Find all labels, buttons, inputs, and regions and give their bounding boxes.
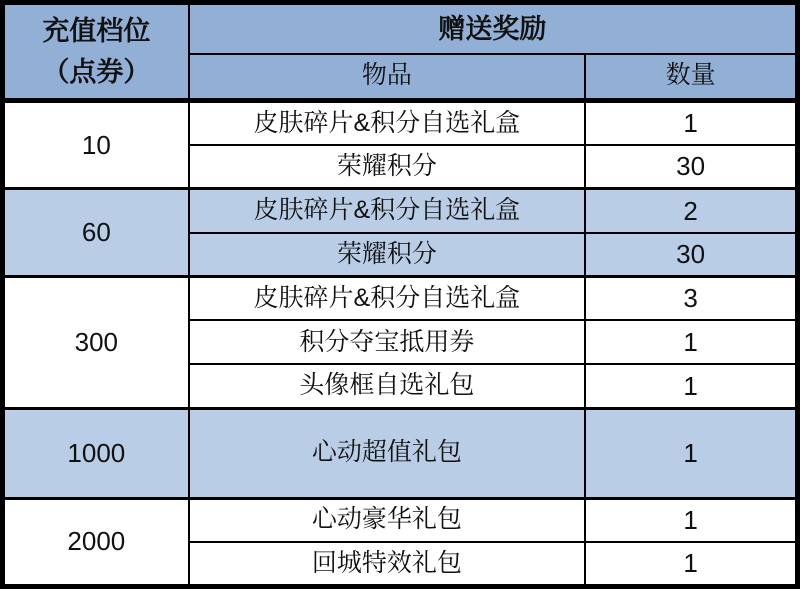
qty-cell: 1 [585, 498, 797, 542]
qty-cell: 30 [585, 145, 797, 189]
tier-cell: 2000 [3, 498, 189, 586]
item-cell: 回城特效礼包 [189, 542, 585, 587]
item-column-header: 物品 [189, 54, 585, 101]
qty-cell: 1 [585, 320, 797, 364]
tier-cell: 300 [3, 277, 189, 409]
qty-cell: 1 [585, 364, 797, 408]
table-row [3, 408, 798, 498]
rewards-column-header: 赠送奖励 [189, 3, 798, 54]
item-cell: 心动豪华礼包 [189, 498, 585, 542]
qty-cell: 1 [585, 408, 797, 498]
table-row [3, 101, 798, 145]
table-row [3, 498, 798, 542]
qty-column-header: 数量 [585, 54, 797, 101]
qty-cell: 2 [585, 189, 797, 233]
table-row [3, 189, 798, 233]
item-cell: 积分夺宝抵用券 [189, 320, 585, 364]
table-header [3, 3, 798, 101]
qty-cell: 3 [585, 277, 797, 321]
item-cell: 皮肤碎片&积分自选礼盒 [189, 189, 585, 233]
qty-cell: 1 [585, 101, 797, 145]
tier-header-line1: 充值档位 [42, 16, 151, 46]
item-cell: 荣耀积分 [189, 233, 585, 277]
item-cell: 皮肤碎片&积分自选礼盒 [189, 101, 585, 145]
item-cell: 头像框自选礼包 [189, 364, 585, 408]
table-row [3, 277, 798, 321]
tier-cell: 10 [3, 101, 189, 189]
qty-cell: 1 [585, 542, 797, 587]
item-cell: 荣耀积分 [189, 145, 585, 189]
tier-cell: 60 [3, 189, 189, 277]
header-row-main [3, 3, 798, 54]
table-body [3, 101, 798, 587]
tier-column-header [3, 3, 189, 101]
tier-cell: 1000 [3, 408, 189, 498]
qty-cell: 30 [585, 233, 797, 277]
tier-header-line2: （点券） [42, 56, 151, 87]
item-cell: 皮肤碎片&积分自选礼盒 [189, 277, 585, 321]
item-cell: 心动超值礼包 [189, 408, 585, 498]
